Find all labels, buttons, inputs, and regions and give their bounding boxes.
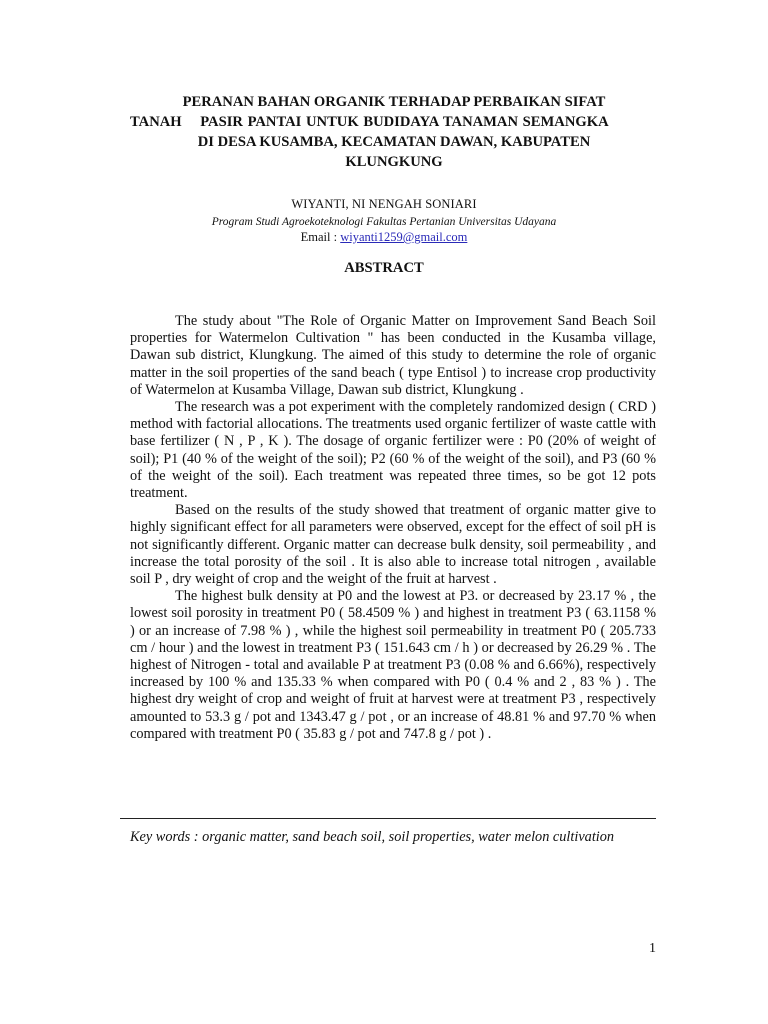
title-line: TANAH PASIR PANTAI UNTUK BUDIDAYA TANAMAN SEMANGKA bbox=[130, 114, 609, 130]
title-line: DI DESA KUSAMBA, KECAMATAN DAWAN, KABUPATEN bbox=[197, 134, 591, 150]
title-line: KLUNGKUNG bbox=[345, 154, 443, 170]
title-line: PERANAN BAHAN ORGANIK TERHADAP PERBAIKAN SIFAT bbox=[182, 94, 606, 110]
divider-rule bbox=[120, 818, 656, 819]
abstract-body bbox=[130, 313, 656, 743]
authors: WIYANTI, NI NENGAH SONIARI bbox=[291, 197, 477, 211]
abstract-paragraph: The highest bulk density at P0 and the lowest at P3. or decreased by 23.17 % , the lowest soil porosity in treatment P0 ( 58.4509 % ) and highest in treatment P3 ( 63.1158 % ) or an increase of 7.98 % ) , while the highest soil permeability in treatment P0 ( 205.733 cm / hour ) and the lowest in treatment P3 ( 151.643 cm / h ) or decreased by 26.29 % . The highest of Nitrogen - total and available P at treatment P3 (0.08 % and 6.66%), respectively increased by 100 % and 135.33 % when compared with P0 ( 0.4 % and 2 , 83 % ) . The highest dry weight of crop and weight of fruit at harvest were at treatment P3 , respectively amounted to 53.3 g / pot and 1343.47 g / pot , or an increase of 48.81 % and 97.70 % when compared with treatment P0 ( 35.83 g / pot and 747.8 g / pot ) . bbox=[130, 588, 656, 742]
paper-title bbox=[130, 92, 658, 172]
page-number: 1 bbox=[649, 941, 656, 956]
abstract-paragraph: Based on the results of the study showed that treatment of organic matter give to highly significant effect for all parameters were observed, except for the effect of soil pH is not significantly different. Organic matter can decrease bulk density, soil permeability , and increase the total porosity of the soil . It is also able to increase total nitrogen , available soil P , dry weight of crop and the weight of the fruit at harvest . bbox=[130, 502, 656, 588]
abstract-paragraph: The study about "The Role of Organic Matter on Improvement Sand Beach Soil properties for Watermelon Cultivation " has been conducted in the Kusamba village, Dawan sub district, Klungkung. The aimed of this study to determine the role of organic matter in the soil properties of the sand beach ( type Entisol ) to increase crop productivity of Watermelon at Kusamba Village, Dawan sub district, Klungkung . bbox=[130, 313, 656, 398]
keywords: Key words : organic matter, sand beach soil, soil properties, water melon cultivation bbox=[130, 829, 615, 845]
abstract-paragraph: The research was a pot experiment with the completely randomized design ( CRD ) method with factorial allocations. The treatments used organic fertilizer of waste cattle with base fertilizer ( N , P , K ). The dosage of organic fertilizer were : P0 (20% of weight of soil); P1 (40 % of the weight of the soil); P2 (60 % of the weight of the soil), and P3 (60 % of the weight of the soil). Each treatment was repeated three times, so be got 12 pots treatment. bbox=[130, 399, 656, 502]
email-line bbox=[0, 230, 768, 245]
email-link[interactable]: wiyanti1259@gmail.com bbox=[340, 230, 468, 244]
affiliation: Program Studi Agroekoteknologi Fakultas Pertanian Universitas Udayana bbox=[211, 216, 557, 228]
abstract-heading: ABSTRACT bbox=[344, 260, 424, 276]
email-label: Email : bbox=[300, 230, 341, 244]
